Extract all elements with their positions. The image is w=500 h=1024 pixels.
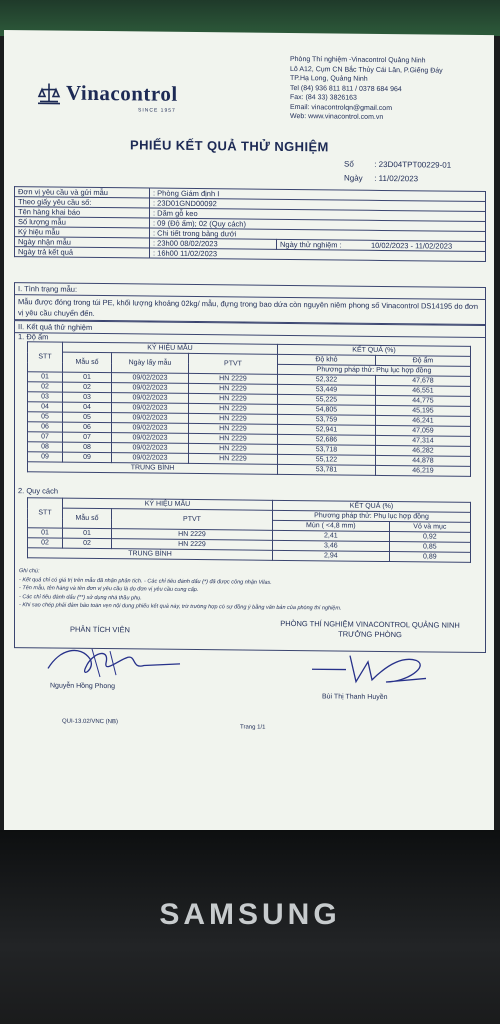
contact-line: Phòng Thí nghiệm -Vinacontrol Quảng Ninh	[290, 55, 426, 65]
row-sampling-date: 09/02/2023	[112, 383, 189, 394]
row-sample-no: 02	[63, 382, 112, 393]
test-report-document	[4, 30, 494, 835]
row-stt: 03	[28, 392, 63, 402]
row-moisture: 46,282	[375, 445, 470, 456]
row-fines: 3,46	[273, 540, 390, 551]
row-vehicle: HN 2229	[189, 383, 278, 394]
doc-date-label: Ngày	[344, 173, 363, 183]
info-label: Đơn vị yêu cầu và gửi mẫu	[15, 187, 150, 198]
row-sample-no: 04	[63, 402, 112, 413]
row-stt: 01	[28, 528, 63, 538]
row-sampling-date: 09/02/2023	[112, 453, 189, 464]
analyst-signature	[40, 638, 190, 684]
row-stt: 04	[28, 402, 63, 412]
row-sample-no: 07	[63, 432, 112, 443]
row-moisture: 44,878	[375, 455, 470, 466]
col-result: KẾT QUẢ (%)	[273, 500, 471, 512]
row-dry-content: 53,759	[278, 414, 376, 425]
col-sampling-date: Ngày lấy mẫu	[112, 353, 189, 374]
row-sampling-date: 09/02/2023	[112, 423, 189, 434]
analyst-title: PHÂN TÍCH VIÊN	[70, 624, 130, 635]
lab-contact-block	[290, 55, 490, 124]
average-fines: 2,94	[273, 550, 390, 561]
lab-name: PHÒNG THÍ NGHIỆM VINACONTROL QUẢNG NINH	[280, 618, 460, 630]
row-stt: 02	[28, 382, 63, 392]
row-moisture: 44,775	[375, 395, 470, 406]
info-value: : Phòng Giám định I	[150, 188, 486, 202]
brand-since: SINCE 1957	[138, 107, 176, 114]
row-vehicle: HN 2229	[189, 443, 278, 454]
row-dry-content: 52,686	[278, 434, 376, 445]
notes-block	[19, 567, 479, 614]
col-sample-id: KÝ HIỆU MẪU	[63, 342, 278, 354]
test-date-label: Ngày thử nghiệm :	[277, 239, 368, 250]
info-value: : Chi tiết trong bảng dưới	[150, 228, 486, 242]
row-stt: 07	[28, 432, 63, 442]
page-number: Trang 1/1	[240, 724, 266, 731]
contact-line: Tel (84) 936 811 811 / 0378 684 964	[290, 84, 402, 93]
info-label: Ngày trả kết quả	[15, 247, 150, 258]
row-dry-content: 54,805	[278, 404, 376, 415]
col-method: Phương pháp thử: Phụ lục hợp đồng	[273, 510, 471, 522]
row-vehicle: HN 2229	[189, 433, 278, 444]
test-date-value: 10/02/2023 - 11/02/2023	[368, 240, 486, 251]
col-stt: STT	[28, 342, 63, 372]
average-bark: 0,89	[389, 552, 470, 563]
moisture-subheading: 1. Độ ẩm	[18, 332, 49, 342]
col-stt: STT	[28, 498, 63, 528]
col-method: Phương pháp thử: Phụ lục hợp đồng	[278, 364, 471, 376]
info-label: Ngày nhận mẫu	[15, 237, 150, 248]
row-bark: 0,85	[389, 542, 470, 553]
doc-number-label: Số	[344, 159, 354, 169]
note-line: Ghi chú:	[19, 568, 40, 575]
contact-line: Email: vinacontrolqn@gmail.com	[290, 103, 393, 112]
row-sample-no: 08	[63, 442, 112, 453]
row-sample-no: 01	[63, 372, 112, 383]
note-line: - Kết quả chỉ có giá trị trên mẫu đã nhận phân tích. - Các chỉ tiêu đánh dấu (*) đã được công nhận Vilas.	[19, 576, 272, 586]
moisture-table	[27, 341, 471, 477]
contact-line: Fax: (84 33) 3826163	[290, 93, 357, 102]
row-sample-no: 02	[63, 538, 112, 549]
col-sample-id: KÝ HIỆU MẪU	[63, 498, 273, 510]
row-dry-content: 55,122	[278, 454, 376, 465]
row-dry-content: 53,449	[278, 384, 376, 395]
note-line: - Tên mẫu, tên hàng và tên đơn vị yêu cầu là do đơn vị yêu cầu cung cấp.	[19, 585, 199, 594]
row-stt: 05	[28, 412, 63, 422]
section-heading: II. Kết quả thử nghiệm	[15, 321, 485, 338]
row-vehicle: HN 2229	[189, 393, 278, 404]
row-stt: 08	[28, 442, 63, 452]
average-dry: 53,781	[278, 464, 376, 475]
row-vehicle: HN 2229	[112, 539, 273, 551]
info-label: Số lượng mẫu	[15, 217, 150, 228]
lab-head-role: TRƯỞNG PHÒNG	[338, 629, 402, 640]
row-dry-content: 55,225	[278, 394, 376, 405]
row-moisture: 45,195	[375, 405, 470, 416]
info-label: Ký hiệu mẫu	[15, 227, 150, 238]
info-value: : 23h00 08/02/2023	[150, 238, 277, 249]
col-vehicle: PTVT	[112, 509, 273, 531]
row-vehicle: HN 2229	[189, 453, 278, 464]
row-stt: 09	[28, 452, 63, 462]
lab-head-signature	[306, 645, 446, 690]
col-fines: Mùn ( <4,8 mm)	[273, 520, 390, 531]
row-moisture: 47,678	[375, 375, 470, 386]
row-vehicle: HN 2229	[189, 373, 278, 384]
row-stt: 01	[28, 372, 63, 382]
row-dry-content: 53,718	[278, 444, 376, 455]
row-stt: 02	[28, 538, 63, 548]
average-label: TRUNG BÌNH	[28, 462, 278, 475]
document-title: PHIẾU KẾT QUẢ THỬ NGHIỆM	[130, 137, 329, 155]
note-line: - Các chỉ tiêu đánh dấu (**) sử dụng nhà thầu phụ.	[19, 593, 142, 601]
row-moisture: 46,551	[375, 385, 470, 396]
sample-condition-section	[14, 282, 486, 325]
request-info-table	[14, 186, 486, 262]
col-vehicle: PTVT	[189, 353, 278, 374]
info-label: Tên hàng khai báo	[15, 207, 150, 218]
doc-number-value: 23D04TPT00229-01	[378, 159, 452, 170]
lab-head-block	[260, 619, 480, 641]
row-dry-content: 52,941	[278, 424, 376, 435]
contact-line: TP.Hạ Long, Quảng Ninh	[290, 74, 368, 83]
row-sample-no: 05	[63, 412, 112, 423]
row-sampling-date: 09/02/2023	[112, 433, 189, 444]
row-sample-no: 03	[63, 392, 112, 403]
section-heading: I. Tình trạng mẫu:	[15, 283, 485, 300]
lab-head-name: Bùi Thị Thanh Huyền	[322, 693, 388, 702]
monitor-brand: SAMSUNG	[159, 898, 341, 931]
row-vehicle: HN 2229	[189, 413, 278, 424]
row-sampling-date: 09/02/2023	[112, 403, 189, 414]
specification-table	[27, 497, 471, 563]
brand-name: Vinacontrol	[66, 80, 178, 106]
row-vehicle: HN 2229	[189, 403, 278, 414]
spec-subheading: 2. Quy cách	[18, 486, 59, 496]
average-moisture: 46,219	[375, 465, 470, 476]
document-number-block: Số : 23D04TPT00229-01 Ngày : 11/02/2023	[344, 158, 451, 187]
test-results-section	[14, 320, 486, 653]
row-sampling-date: 09/02/2023	[112, 373, 189, 384]
row-vehicle: HN 2229	[189, 423, 278, 434]
col-result: KẾT QUẢ (%)	[278, 344, 471, 356]
vinacontrol-logo	[36, 80, 178, 114]
doc-date-value: 11/02/2023	[378, 173, 419, 184]
row-moisture: 46,241	[375, 415, 470, 426]
row-sampling-date: 09/02/2023	[112, 413, 189, 424]
row-sampling-date: 09/02/2023	[112, 393, 189, 404]
col-bark: Vỏ và mục	[389, 522, 470, 533]
info-value: : Dăm gỗ keo	[150, 208, 486, 222]
row-moisture: 47,059	[375, 425, 470, 436]
col-sample-no: Mẫu số	[63, 352, 112, 373]
info-value: : 16h00 11/02/2023	[150, 248, 486, 262]
row-dry-content: 52,322	[278, 374, 376, 385]
sample-condition-text: Mẫu được đóng trong túi PE, khối lượng khoảng 02kg/ mẫu, đựng trong bao dứa còn nguyên niêm phong số Vinacontrol DS14195 do đơn vị yêu cầu chuyển đến.	[18, 297, 478, 318]
row-sample-no: 06	[63, 422, 112, 433]
row-sample-no: 01	[63, 528, 112, 539]
col-dry-content: Độ khô	[278, 354, 376, 365]
form-code: QUI-13.02/VNC (NB)	[62, 718, 119, 726]
info-value: : 23D01GND00092	[150, 198, 486, 212]
info-label: Theo giấy yêu cầu số:	[15, 197, 150, 208]
average-label: TRUNG BÌNH	[28, 548, 273, 561]
row-sample-no: 09	[63, 452, 112, 463]
contact-line: Web: www.vinacontrol.com.vn	[290, 112, 384, 121]
note-line: - Khi sao chép phải đảm bảo toàn vẹn nội dung phiếu kết quả này, trừ trường hợp có sự đồng ý bằng văn bản của phòng thí nghiệm.	[19, 602, 342, 612]
contact-line: Lô A12, Cụm CN Bắc Thủy Cái Lân, P.Giếng Đáy	[290, 65, 443, 75]
row-fines: 2,41	[273, 530, 390, 541]
row-moisture: 47,314	[375, 435, 470, 446]
analyst-name: Nguyễn Hồng Phong	[50, 682, 115, 691]
info-value: : 09 (Độ ẩm); 02 (Quy cách)	[150, 218, 486, 232]
row-sampling-date: 09/02/2023	[112, 443, 189, 454]
col-moisture: Độ ẩm	[375, 355, 470, 366]
col-sample-no: Mẫu số	[63, 508, 112, 529]
vinacontrol-emblem-icon	[36, 81, 62, 105]
row-stt: 06	[28, 422, 63, 432]
row-vehicle: HN 2229	[112, 529, 273, 541]
row-bark: 0,92	[389, 532, 470, 543]
